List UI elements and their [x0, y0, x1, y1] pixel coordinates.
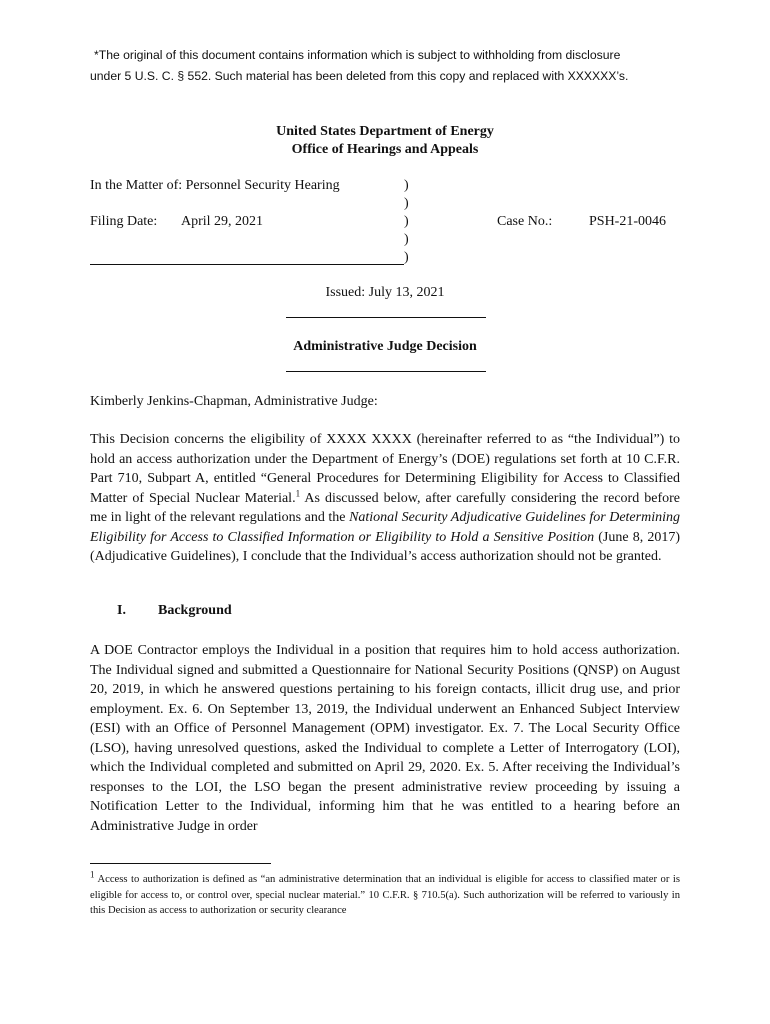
- footnote-number: 1: [90, 869, 95, 880]
- guidelines-title: National Security Adjudicative Guidelines for Determining Eligibility for Access to Classified Information or Eligibility to Hold a Sensitive Position: [90, 510, 680, 545]
- caption-paren: ): [404, 178, 409, 193]
- redaction-notice-line-2: under 5 U.S. C. § 552. Such material has been deleted from this copy and replaced with XXXXXX’s.: [90, 69, 629, 83]
- footnote: [90, 869, 680, 919]
- footnote-separator: [90, 863, 271, 864]
- intro-text-2: As discussed below, after carefully considering the record before me in light of the relevant regulations and the: [90, 490, 680, 525]
- intro-paragraph: [90, 430, 680, 567]
- filing-date-label: Filing Date:: [90, 214, 158, 229]
- section-title: Background: [158, 603, 232, 618]
- filing-date-value: April 29, 2021: [181, 214, 264, 229]
- intro-text-1: This Decision concerns the eligibility of XXXX XXXX (hereinafter referred to as “the Individual”) to hold an access authorization under the Department of Energy’s (DOE) regulations set forth at 10 C.F.R. Part 710, Subpart A, entitled “General Procedures for Determining Eligibility for Access to Classified Matter of Special Nuclear Material.: [90, 432, 680, 506]
- issued-date: Issued: July 13, 2021: [325, 285, 445, 300]
- case-number-value: PSH-21-0046: [589, 214, 667, 229]
- footnote-text: Access to authorization is defined as “an administrative determination that an individual is eligible for access to classified mater or is eligible for access to, or control over, special nuclear material.” 10 C.F.R. § 710.5(a). Such authorization will be referred to variously in this Decision as access to authorization or security clearance: [90, 874, 680, 917]
- caption-paren: ): [404, 250, 409, 265]
- redaction-notice: [90, 45, 690, 87]
- caption-paren: ): [404, 232, 409, 247]
- section-number: I.: [117, 603, 126, 618]
- title-rule-bottom: [286, 371, 486, 372]
- caption-paren: ): [404, 196, 409, 211]
- agency-name: United States Department of Energy: [276, 124, 494, 139]
- case-number-label: Case No.:: [497, 214, 553, 229]
- judge-line: Kimberly Jenkins-Chapman, Administrative Judge:: [90, 394, 378, 409]
- caption-underline: [90, 264, 404, 265]
- background-text: A DOE Contractor employs the Individual in a position that requires him to hold access authorization. The Individual signed and submitted a Questionnaire for National Security Positions (QNSP) on August 20, 2019, in which he answered questions pertaining to his foreign contacts, illicit drug use, and prior employment. Ex. 6. On September 13, 2019, the Individual underwent an Enhanced Subject Interview (ESI) with an Office of Personnel Management (OPM) investigator. Ex. 7. The Local Security Office (LSO), having unresolved questions, asked the Individual to complete a Letter of Interrogatory (LOI), which the Individual completed and submitted on April 29, 2020. Ex. 5. After receiving the Individual’s responses to the LOI, the LSO began the present administrative review proceeding by issuing a Notification Letter to the Individual, informing him that he was entitled to a hearing before an Administrative Judge in order: [90, 643, 680, 834]
- decision-title: Administrative Judge Decision: [293, 339, 477, 354]
- redaction-notice-line-1: *The original of this document contains information which is subject to withholding from disclosure: [94, 48, 621, 62]
- intro-text-3: (June 8, 2017) (Adjudicative Guidelines), I conclude that the Individual’s access authorization should not be granted.: [90, 529, 680, 564]
- footnote-ref: 1: [295, 487, 301, 498]
- matter-label: In the Matter of: Personnel Security Hearing: [90, 178, 340, 193]
- title-rule-top: [286, 317, 486, 318]
- caption-paren: ): [404, 214, 409, 229]
- background-paragraph: [90, 641, 680, 836]
- office-name: Office of Hearings and Appeals: [291, 142, 479, 157]
